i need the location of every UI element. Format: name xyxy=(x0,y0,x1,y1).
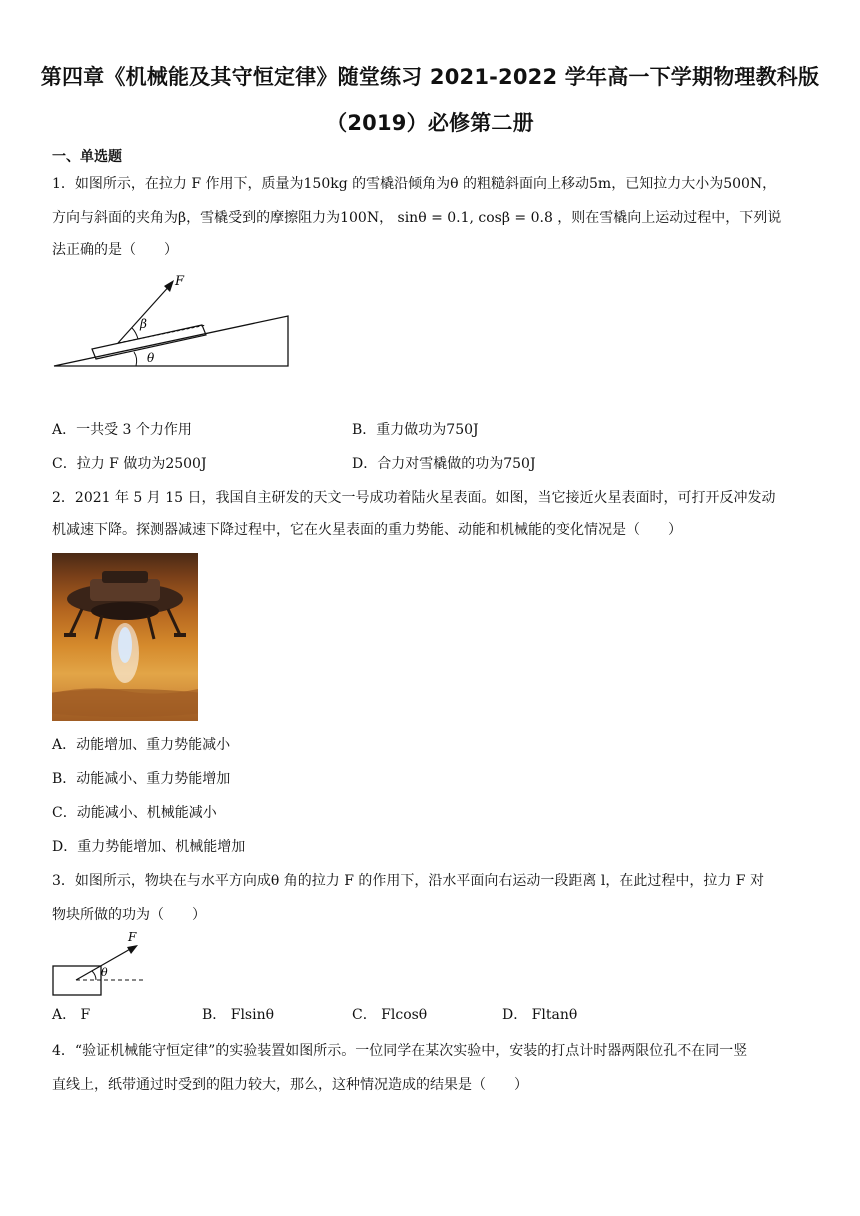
q2-option-a: A．动能增加、重力势能减小 xyxy=(52,737,231,753)
page-title-line1: 第四章《机械能及其守恒定律》随堂练习 2021-2022 学年高一下学期物理教科版 xyxy=(40,65,820,89)
q4-stem-line2: 直线上，纸带通过时受到的阻力较大，那么，这种情况造成的结果是（ ） xyxy=(52,1077,528,1093)
theta-arc xyxy=(92,971,96,980)
q1-incline-figure xyxy=(52,270,302,374)
q1-stem-line2: 方向与斜面的夹角为β，雪橇受到的摩擦阻力为100N， sinθ = 0.1, cosβ = 0.8 ，则在雪橇向上运动过程中，下列说 xyxy=(52,210,782,226)
q1-option-a: A．一共受 3 个力作用 xyxy=(52,422,192,438)
theta-label: θ xyxy=(147,351,155,365)
q1-stem-line3: 法正确的是（ ） xyxy=(52,242,178,258)
beta-label: β xyxy=(140,317,147,331)
q3-option-c: C． Flcosθ xyxy=(352,1007,428,1023)
theta-arc xyxy=(134,352,137,366)
force-label: F xyxy=(175,274,185,289)
q1-stem-line1: 1．如图所示，在拉力 F 作用下，质量为150kg 的雪橇沿倾角为θ 的粗糙斜面向上移动5m，已知拉力大小为500N， xyxy=(52,176,777,192)
q3-option-d: D． Fltanθ xyxy=(502,1007,578,1023)
q3-stem-line1: 3．如图所示，物块在与水平方向成θ 角的拉力 F 的作用下，沿水平面向右运动一段距离 l，在此过程中，拉力 F 对 xyxy=(52,873,764,889)
q1-option-b: B．重力做功为750J xyxy=(352,422,479,438)
q3-stem-line2: 物块所做的功为（ ） xyxy=(52,907,206,923)
theta-label: θ xyxy=(101,966,108,979)
q1-option-c: C．拉力 F 做功为2500J xyxy=(52,456,207,472)
force-label: F xyxy=(128,930,137,944)
section-heading: 一、单选题 xyxy=(52,149,122,165)
q1-option-d: D．合力对雪橇做的功为750J xyxy=(352,456,536,472)
q3-option-b: B． Flsinθ xyxy=(202,1007,275,1023)
q3-option-a: A． F xyxy=(52,1007,91,1023)
q2-stem-line2: 机减速下降。探测器减速下降过程中，它在火星表面的重力势能、动能和机械能的变化情况是（ ） xyxy=(52,522,682,538)
q3-block-figure xyxy=(52,928,152,998)
beta-arc xyxy=(132,328,138,339)
force-arrowhead xyxy=(127,945,138,954)
page-title-line2: （2019）必修第二册 xyxy=(326,111,534,135)
q2-option-d: D．重力势能增加、机械能增加 xyxy=(52,839,246,855)
q4-stem-line1: 4．“验证机械能守恒定律”的实验装置如图所示。一位同学在某次实验中，安装的打点计时器两限位孔不在同一竖 xyxy=(52,1043,748,1059)
q2-stem-line1: 2．2021 年 5 月 15 日，我国自主研发的天文一号成功着陆火星表面。如图，当它接近火星表面时，可打开反冲发动 xyxy=(52,490,776,506)
incline-slope xyxy=(54,316,288,366)
q2-option-b: B．动能减小、重力势能增加 xyxy=(52,771,231,787)
mars-lander-photo xyxy=(52,553,198,721)
q2-option-c: C．动能减小、机械能减小 xyxy=(52,805,217,821)
